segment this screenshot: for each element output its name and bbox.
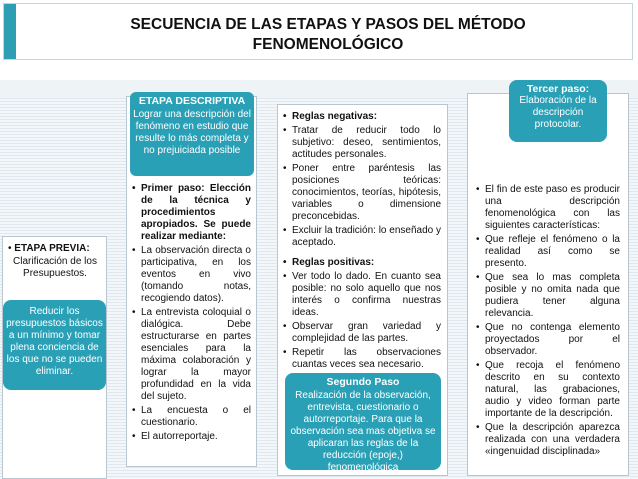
- list-item: • Repetir las observaciones cuantas veces sea necesario.: [283, 347, 441, 371]
- title-accent-bar: [4, 4, 16, 59]
- title-line-2: FENOMENOLÓGICO: [252, 36, 404, 53]
- list-item: • El autorreportaje.: [132, 431, 251, 443]
- list-item: • Excluir la tradición: lo enseñado y aceptado.: [283, 225, 441, 249]
- bullet-icon: •: [8, 243, 15, 254]
- segundo-paso-card: [285, 373, 441, 473]
- list-item: • Observar gran variedad y complejidad de las partes.: [283, 321, 441, 345]
- list-item: • Que la descripción aparezca realizada con una verdadera «ingenuidad disciplinada»: [476, 422, 620, 458]
- list-item: • Que refleje el fenómeno o la realidad así como se presento.: [476, 234, 620, 270]
- list-item: • Tratar de reducir todo lo subjetivo: deseo, sentimientos, actitudes personales.: [283, 125, 441, 161]
- etapa-descriptiva-sub: Lograr una descripción del fenómeno en estudio que resulte lo más completa y no prejuiciada posible: [133, 109, 251, 156]
- etapa-descriptiva-card: [130, 92, 254, 176]
- reglas-list: [283, 111, 441, 373]
- list-item: • La entrevista coloquial o dialógica. Debe estructurarse en partes esenciales para la máxima colaboración y lograr la mayor profundidad en la vida del sujeto.: [132, 307, 251, 403]
- title-box: [3, 3, 633, 60]
- tercer-paso-head: Tercer paso:: [526, 83, 590, 95]
- segundo-paso-head: Segundo Paso: [326, 376, 400, 388]
- etapa-descriptiva-list: [132, 183, 251, 445]
- list-item: • Primer paso: Elección de la técnica y procedimientos apropiados. Se puede realizar mediante:: [132, 183, 251, 243]
- list-item: • Que sea lo mas completa posible y no omita nada que pudiera tener alguna relevancia.: [476, 272, 620, 320]
- list-item: • Que no contenga elemento proyectados por el observador.: [476, 322, 620, 358]
- page-title: [64, 15, 592, 55]
- list-item: • La encuesta o el cuestionario.: [132, 405, 251, 429]
- etapa-previa-heading: • ETAPA PREVIA:: [8, 243, 90, 254]
- reglas-negativas-label: • Reglas negativas:: [283, 111, 441, 123]
- list-item: • La observación directa o participativa, en los eventos en vivo (tomando notas, recogiendo datos).: [132, 245, 251, 305]
- tercer-paso-sub: Elaboración de la descripción protocolar.: [519, 95, 597, 130]
- etapa-previa-card: [3, 300, 106, 390]
- etapa-descriptiva-head: ETAPA DESCRIPTIVA: [138, 95, 246, 107]
- tercer-paso-list: [476, 184, 620, 460]
- list-item: • Poner entre paréntesis las posiciones teóricas: conocimientos, teorías, hipótesis, variables o dimensione preconcebidas.: [283, 163, 441, 223]
- list-item: • Ver todo lo dado. En cuanto sea posible: no solo aquello que nos interés o confirma nuestras ideas.: [283, 271, 441, 319]
- reglas-positivas-label: • Reglas positivas:: [283, 257, 441, 269]
- segundo-paso-sub: Realización de la observación, entrevista, cuestionario o autorreportaje. Para que la observación sea mas objetiva se aplicaran las reglas de la reducción (epoje,) fenomenológica: [290, 390, 436, 473]
- list-item: • El fin de este paso es producir una descripción fenomenológica con las siguientes características:: [476, 184, 620, 232]
- title-line-1: SECUENCIA DE LAS ETAPAS Y PASOS DEL MÉTODO: [130, 16, 526, 33]
- etapa-previa-text: Clarificación de los Presupuestos.: [13, 256, 97, 279]
- list-item: • Que recoja el fenómeno descrito en su contexto natural, las grabaciones, audio y video forman parte importante de la descripción.: [476, 360, 620, 420]
- tercer-paso-card: [509, 80, 607, 142]
- tercer-paso-column: [467, 93, 629, 476]
- etapa-previa-card-text: Reducir los presupuestos básicos a un mínimo y tomar plena conciencia de los que no se pueden eliminar.: [6, 306, 103, 377]
